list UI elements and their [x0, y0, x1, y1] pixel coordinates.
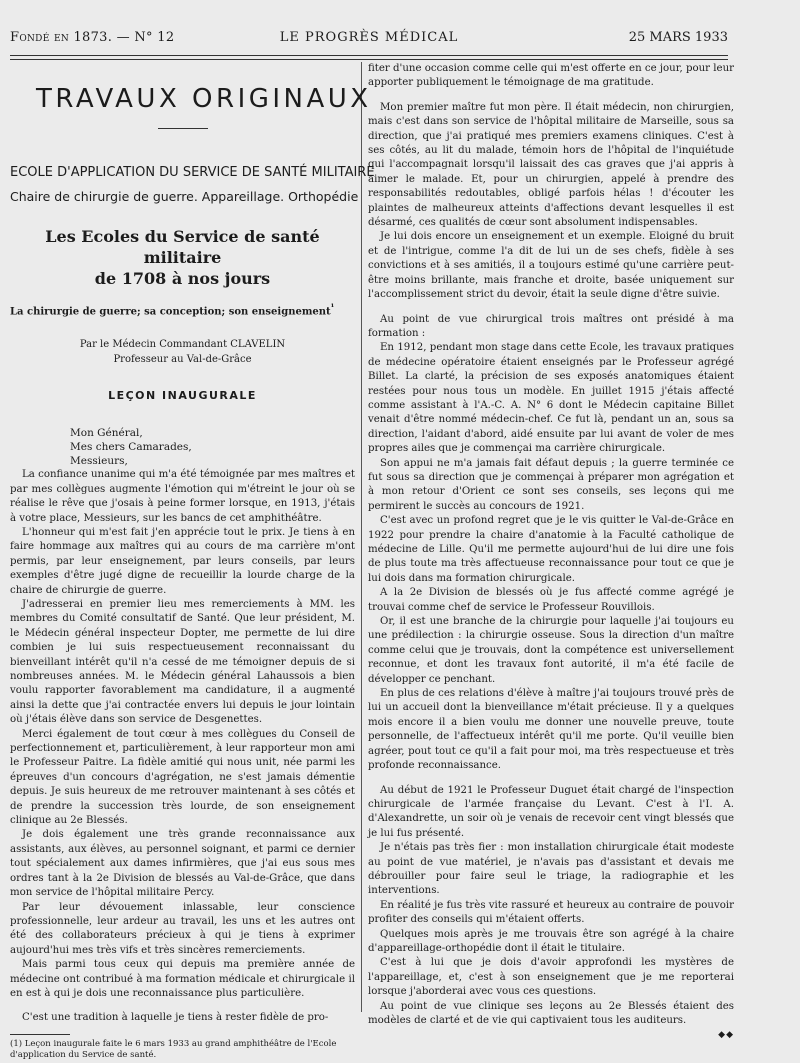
right-column: [368, 62, 734, 1041]
salutation-line: Mon Général,: [70, 427, 143, 440]
paragraph: Au point de vue chirurgical trois maîtres ont présidé à ma formation :: [368, 313, 734, 339]
article-title: [10, 226, 355, 289]
article-title-line-1: Les Ecoles du Service de santé militaire: [45, 227, 320, 267]
end-ornament: ◆◆: [718, 1030, 734, 1041]
paragraph: En réalité je fus très vite rassuré et heureux au contraire de pouvoir profiter des conseils qui m'étaient offerts.: [368, 899, 734, 926]
paragraph: C'est à lui que je dois d'avoir approfondi les mystères de l'appareillage, et, c'est à son enseignement que je me reporterai lorsque j'aborderai avec vous ces questions.: [368, 957, 734, 998]
paragraph: A la 2e Division de blessés où je fus affecté comme agrégé je trouvai comme chef de service le Professeur Rouvillois.: [368, 587, 734, 613]
article-subtitle: [10, 302, 355, 317]
left-body-text: [10, 468, 355, 1025]
column-divider: [361, 62, 362, 1012]
running-header: [10, 30, 728, 50]
lecture-heading: LEÇON INAUGURALE: [108, 389, 257, 403]
paragraph: Merci également de tout cœur à mes collègues du Conseil de perfectionnement et, particulièrement, à leur rapporteur mon ami le Professeur Paitre. La fidèle amitié qui nous unit, née parmi les épreuves d'un concours d'agrégation, ne s'est jamais démentie depuis. Je suis heureux de me retrouver maintenant à ses côtés et de prendre la succession très lourde, de son enseignement clinique au 2e Blessés.: [10, 728, 355, 827]
paragraph: Or, il est une branche de la chirurgie pour laquelle j'ai toujours eu une prédilection : la chirurgie osseuse. Sous la direction d'un maître comme celui que je trouvais, dont la compétence est universellement reconnue, et dont les travaux font autorité, il m'a été facile de développer ce penchant.: [368, 616, 734, 685]
salutation: [70, 426, 355, 468]
header-founded: Fondé en 1873. — N° 12: [10, 30, 175, 45]
paragraph: La confiance unanime qui m'a été témoignée par mes maîtres et par mes collègues augmente l'émotion qui m'étreint le jour où se réalise le rêve que j'osais à peine former lorsque, en 1913, j'étais à votre place, Messieurs, sur les bancs de cet amphithéâtre.: [10, 469, 355, 524]
paragraph: Je n'étais pas très fier : mon installation chirurgicale était modeste au point de vue matériel, je n'avais pas d'assistant et devais me débrouiller pour faire seul le triage, la radiographie et les interventions.: [368, 842, 734, 897]
journal-title: LE PROGRÈS MÉDICAL: [279, 30, 459, 45]
author-block: [10, 337, 355, 367]
header-date: 25 MARS 1933: [628, 30, 728, 45]
paragraph: Par leur dévouement inlassable, leur conscience professionnelle, leur ardeur au travail, les uns et les autres ont été des collaborateurs précieux à qui je tiens à exprimer aujourd'hui mes très vifs et très sincères remerciements.: [10, 901, 355, 956]
paragraph: En plus de ces relations d'élève à maître j'ai toujours trouvé près de lui un accueil dont la bienveillance m'était précieuse. Il y a quelques mois encore il a bien voulu me donner une nouvelle preuve, toute personnelle, de l'affectueux intérêt qu'il me porte. Qu'il veuille bien agréer, pout tout ce qu'il a fait pour moi, ma très respectueuse et très profonde reconnaissance.: [368, 688, 734, 772]
footnote-marker: ¹: [330, 302, 335, 312]
paragraph: L'honneur qui m'est fait j'en apprécie tout le prix. Je tiens à en faire hommage aux maîtres qui au cours de ma carrière m'ont permis, par leur enseignement, par leurs conseils, par leurs exemples d'être jugé digne de recueillir la lourde charge de la chaire de chirurgie de guerre.: [10, 526, 355, 596]
paragraph: Au début de 1921 le Professeur Duguet était chargé de l'inspection chirurgicale de l'armée française du Levant. C'est à l'I. A. d'Alexandrette, un soir où je venais de recevoir cent vingt blessés que je lui fus présenté.: [368, 784, 734, 839]
section-title: TRAVAUX ORIGINAUX: [36, 84, 372, 114]
header-rule-top: [10, 55, 728, 56]
school-name: ECOLE D'APPLICATION DU SERVICE DE SANTÉ MILITAIRE: [10, 165, 375, 180]
author-name: Par le Médecin Commandant CLAVELIN: [79, 339, 286, 351]
author-role: Professeur au Val-de-Grâce: [113, 354, 252, 366]
section-title-underline: [158, 128, 208, 129]
paragraph: Mon premier maître fut mon père. Il était médecin, non chirurgien, mais c'est dans son service de l'hôpital militaire de Marseille, sous sa direction, que j'ai pratiqué mes premiers examens cliniques. C'est à ses côtés, au lit du malade, témoin hors de l'hôpital de l'inquiétude qui l'accompagnait lorsqu'il laissait des cas graves que j'ai appris à aimer le malade. Et, pour un chirurgien, appelé à prendre des responsabilités redoutables, obligé parfois hélas ! d'écouter les plaintes de malheureux atteints d'affections devant lesquelles il est désarmé, ces qualités de cœur sont absolument indispensables.: [368, 101, 734, 229]
chair-name: Chaire de chirurgie de guerre. Appareillage. Orthopédie: [10, 189, 359, 204]
salutation-line: Messieurs,: [70, 455, 128, 468]
paragraph: C'est avec un profond regret que je le vis quitter le Val-de-Grâce en 1922 pour prendre la chaire d'anatomie à la Faculté catholique de médecine de Lille. Qu'il me permette aujourd'hui de lui dire une fois de plus toute ma très affectueuse reconnaissance pour tout ce que je lui dois dans ma formation chirurgicale.: [368, 515, 734, 584]
salutation-line: Mes chers Camarades,: [70, 441, 192, 454]
paragraph: Mais parmi tous ceux qui depuis ma première année de médecine ont contribué à ma formation médicale et chirurgicale il en est à qui je dois une reconnaissance plus particulière.: [10, 959, 355, 999]
footnote-rule: [10, 1034, 70, 1035]
paragraph: Quelques mois après je me trouvais être son agrégé à la chaire d'appareillage-orthopédie dont il était le titulaire.: [368, 928, 734, 954]
paragraph: C'est une tradition à laquelle je tiens à rester fidèle de pro-: [22, 1012, 329, 1024]
paragraph: J'adresserai en premier lieu mes remerciements à MM. les membres du Comité consultatif de Santé. Que leur président, M. le Médecin général inspecteur Dopter, me permette de lui dire combien je lui suis respectueusement reconnaissant du bienveillant intérêt qu'il n'a cessé de me témoigner depuis de si nombreuses années. M. le Médecin général Lahaussois a bien voulu rapporter favorablement ma candidature, il a augmenté ainsi la dette que j'ai contractée envers lui depuis le jour lointain où j'étais élève dans son service de Desgenettes.: [10, 598, 355, 726]
paragraph: Son appui ne m'a jamais fait défaut depuis ; la guerre terminée ce fut sous sa direction que je commençai à préparer mon agrégation et à mon retour d'Orient ce sont ses conseils, ses leçons qui me permirent le succès au concours de 1921.: [368, 457, 734, 512]
paragraph: Je lui dois encore un enseignement et un exemple. Eloigné du bruit et de l'intrigue, comme l'a dit de lui un de ses chefs, fidèle à ses convictions et à ses amitiés, il a toujours estimé qu'une carrière peut-être moins brillante, mais franche et droite, basée uniquement sur l'accomplissement strict du devoir, était la seule digne d'être suivie.: [368, 231, 734, 301]
header-rule-bottom: [10, 59, 728, 60]
paragraph: Je dois également une très grande reconnaissance aux assistants, aux élèves, au personnel soignant, et parmi ce dernier tout spécialement aux dames infirmières, que j'ai eus sous mes ordres tant à la 2e Division de blessés au Val-de-Grâce, que dans mon service de l'hôpital militaire Percy.: [10, 829, 355, 899]
right-body-text: [368, 62, 734, 1028]
left-column: [10, 62, 375, 1060]
paragraph: Au point de vue clinique ses leçons au 2e Blessés étaient des modèles de clarté et de vie qui captivaient tous les auditeurs.: [368, 1000, 734, 1026]
article-title-line-2: de 1708 à nos jours: [94, 269, 271, 288]
paragraph: En 1912, pendant mon stage dans cette Ecole, les travaux pratiques de médecine opératoire étaient enseignés par le Professeur agrégé Billet. La clarté, la précision de ses exposés anatomiques étaient restées pour nous tous un modèle. En juillet 1915 j'étais affecté comme assistant à l'A.-C. A. N° 6 dont le Médecin capitaine Billet venait d'être nommé médecin-chef. Ce fut là, pendant un an, sous sa direction, l'aidant d'abord, aidé ensuite par lui avant de voler de mes propres ailes que je commençai ma carrière chirurgicale.: [368, 342, 734, 455]
footnote: (1) Leçon inaugurale faite le 6 mars 1933 au grand amphithéâtre de l'Ecole d'application du Service de santé.: [10, 1038, 337, 1060]
article-subtitle-text: La chirurgie de guerre; sa conception; son enseignement: [10, 306, 331, 318]
paragraph: fiter d'une occasion comme celle qui m'est offerte en ce jour, pour leur apporter publiquement le témoignage de ma gratitude.: [368, 63, 734, 89]
